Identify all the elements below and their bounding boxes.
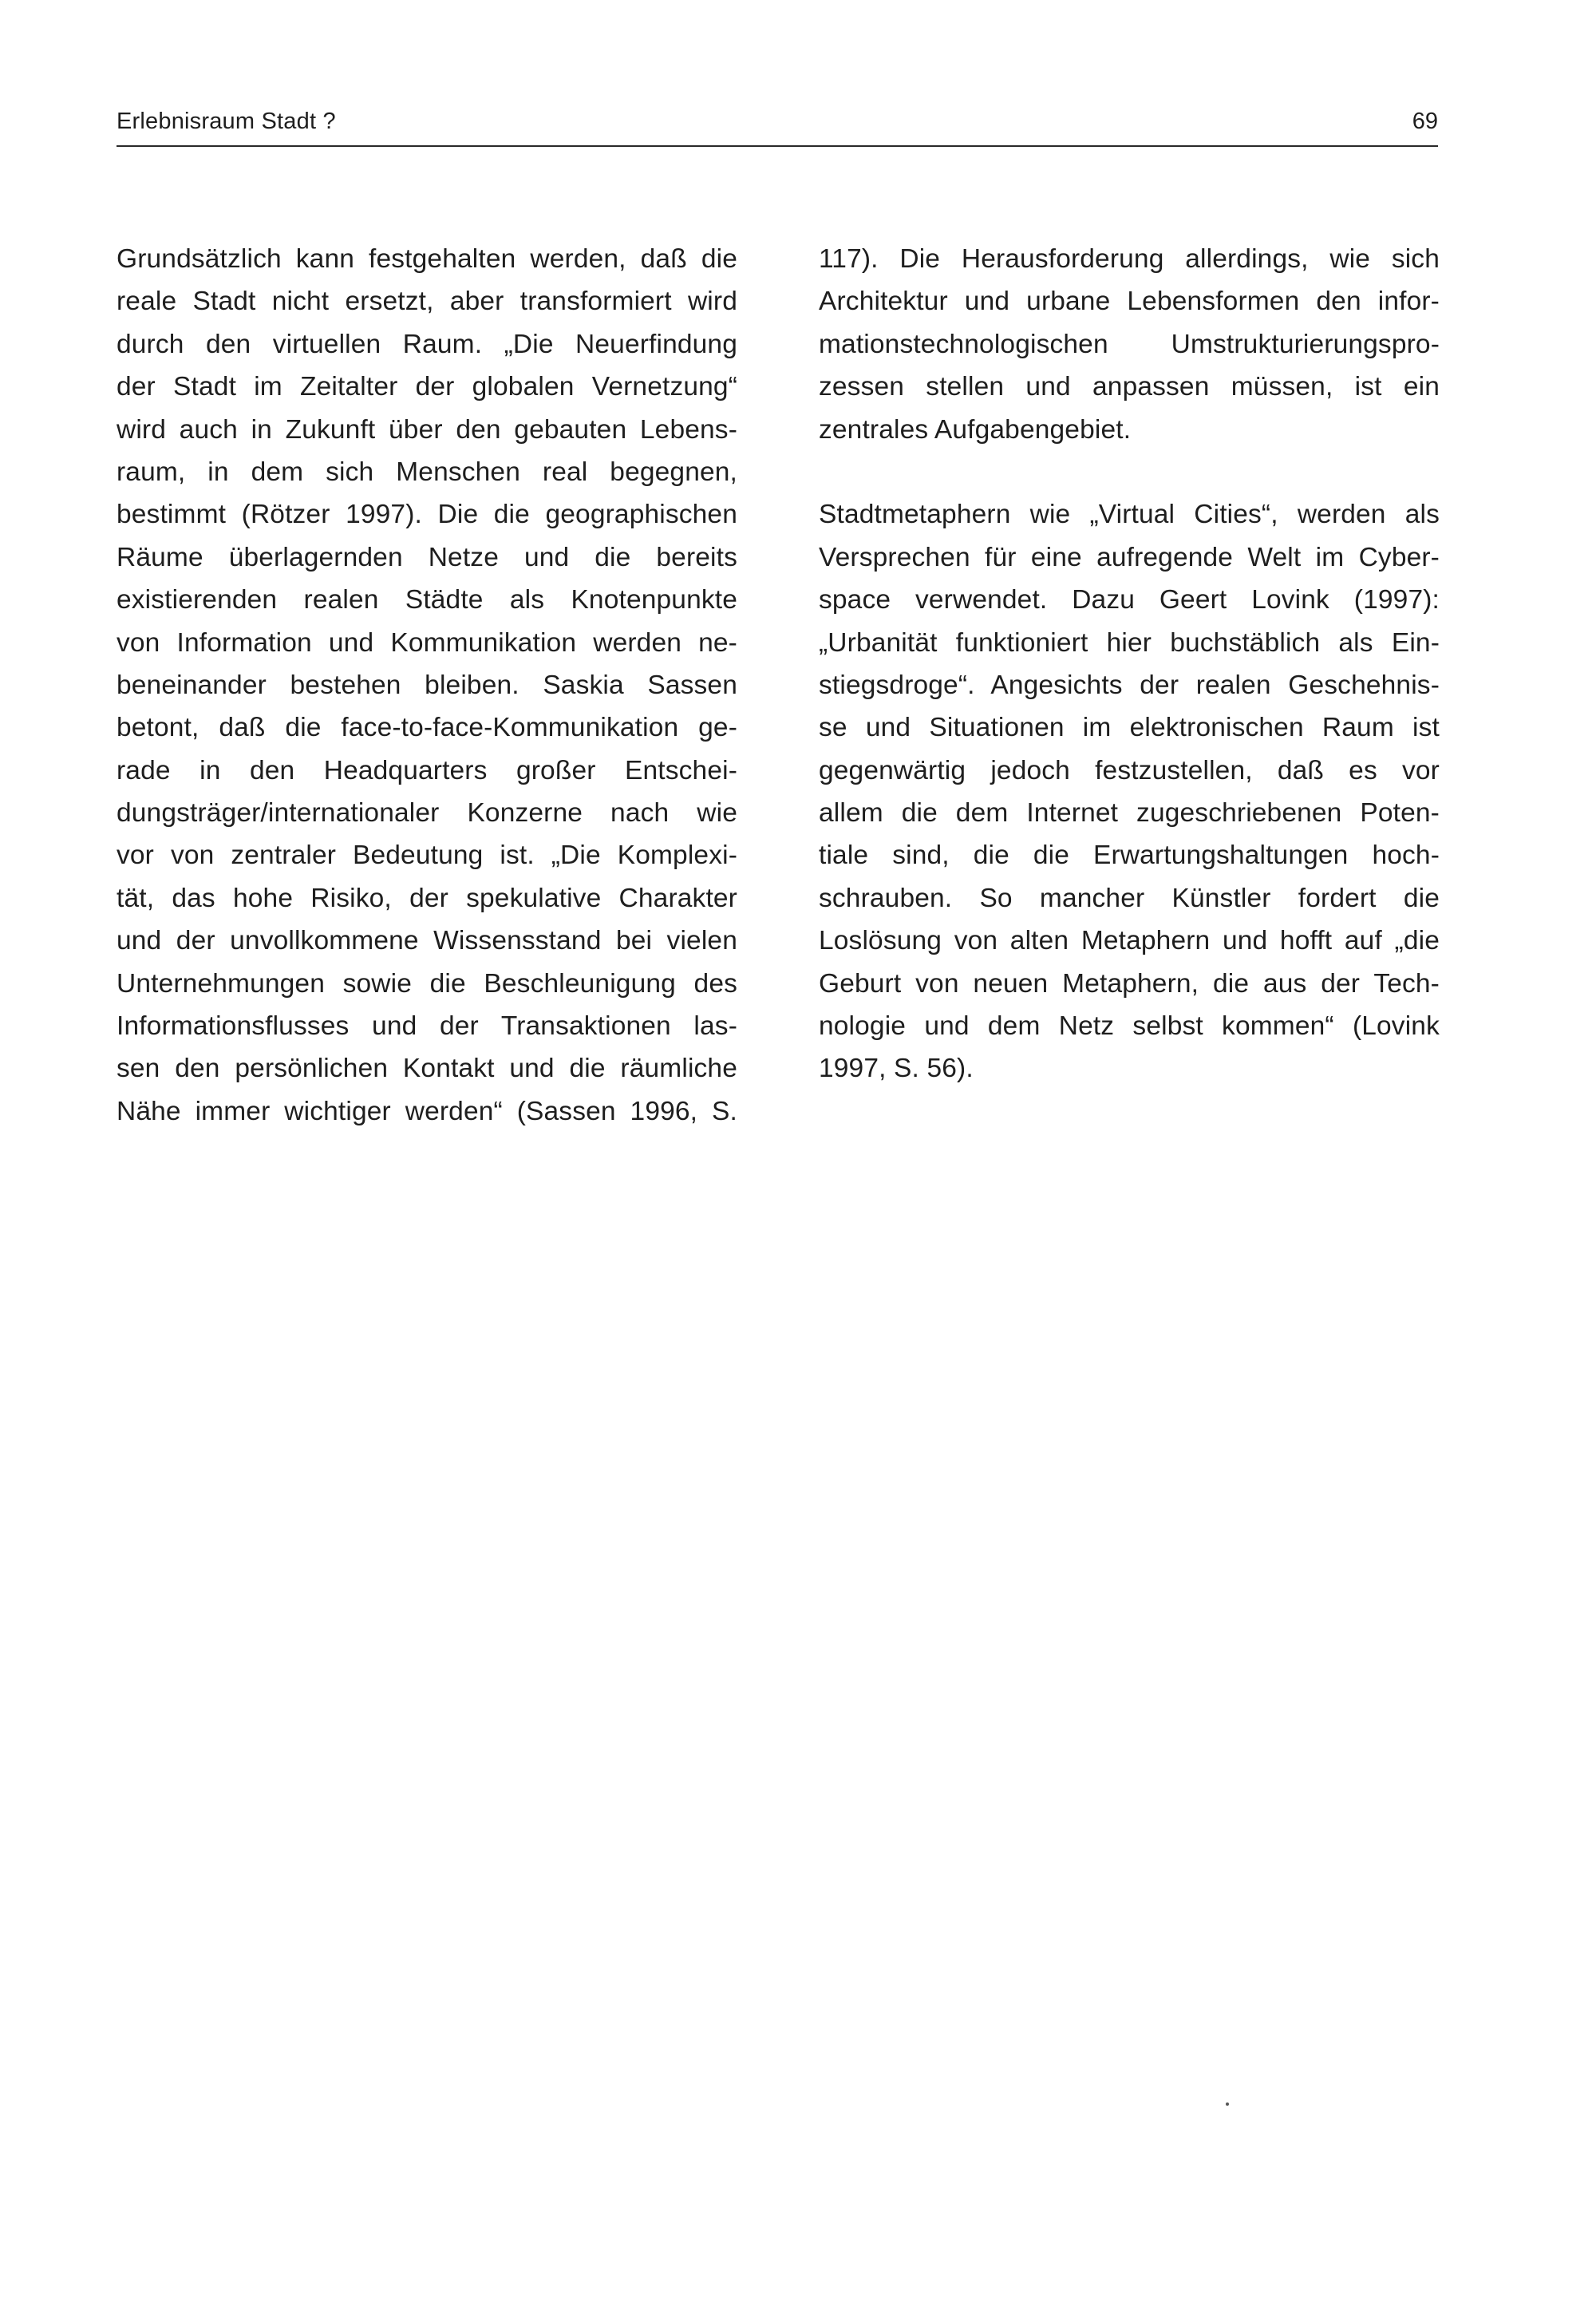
scan-speck <box>1226 2102 1229 2106</box>
text-line: Unternehmungen sowie die Beschleunigung des <box>117 968 737 999</box>
text-line: Loslösung von alten Metaphern und hofft auf „die <box>819 926 1440 956</box>
text-line: bestimmt (Rötzer 1997). Die die geographischen <box>117 500 737 530</box>
text-line: allem die dem Internet zugeschriebenen Poten- <box>819 798 1440 829</box>
paragraph-gap <box>819 451 1440 493</box>
text-line: zessen stellen und anpassen müssen, ist ein <box>819 372 1440 402</box>
page-number: 69 <box>1412 109 1438 134</box>
text-line: von Information und Kommunikation werden ne- <box>117 627 737 658</box>
text-line: mationstechnologischen Umstrukturierungspro- <box>819 329 1440 359</box>
text-line: dungsträger/internationaler Konzerne nach wie <box>117 798 737 829</box>
text-line: sen den persönlichen Kontakt und die räumliche <box>117 1054 737 1084</box>
text-line: reale Stadt nicht ersetzt, aber transformiert wird <box>117 287 737 317</box>
text-line: 1997, S. 56). <box>819 1054 974 1084</box>
text-line: Informationsflusses und der Transaktionen las- <box>117 1011 737 1042</box>
running-header <box>117 105 1438 147</box>
text-line: Räume überlagernden Netze und die bereits <box>117 542 737 572</box>
text-line: tiale sind, die die Erwartungshaltungen hoch- <box>819 841 1440 871</box>
text-line: se und Situationen im elektronischen Raum ist <box>819 713 1440 743</box>
text-line: Nähe immer wichtiger werden“ (Sassen 1996, S. <box>117 1096 737 1126</box>
text-line: rade in den Headquarters großer Entschei- <box>117 755 737 785</box>
text-line: Geburt von neuen Metaphern, die aus der Tech- <box>819 968 1440 999</box>
text-line: beneinander bestehen bleiben. Saskia Sassen <box>117 670 737 700</box>
text-line: „Urbanität funktioniert hier buchstäblich als Ein- <box>819 627 1440 658</box>
text-line: vor von zentraler Bedeutung ist. „Die Komplexi- <box>117 841 737 871</box>
text-line: space verwendet. Dazu Geert Lovink (1997): <box>819 585 1440 615</box>
text-line: stiegsdroge“. Angesichts der realen Geschehnis- <box>819 670 1440 700</box>
left-column <box>117 238 737 1133</box>
text-line: existierenden realen Städte als Knotenpunkte <box>117 585 737 615</box>
text-line: raum, in dem sich Menschen real begegnen, <box>117 457 737 487</box>
text-line: Grundsätzlich kann festgehalten werden, daß die <box>117 244 737 274</box>
text-line: Versprechen für eine aufregende Welt im Cyber- <box>819 542 1440 572</box>
text-line: nologie und dem Netz selbst kommen“ (Lovink <box>819 1011 1440 1042</box>
text-line: Stadtmetaphern wie „Virtual Cities“, werden als <box>819 500 1440 530</box>
text-line: durch den virtuellen Raum. „Die Neuerfindung <box>117 329 737 359</box>
text-line: schrauben. So mancher Künstler fordert die <box>819 883 1440 913</box>
text-line: betont, daß die face-to-face-Kommunikation ge- <box>117 713 737 743</box>
text-line: tät, das hohe Risiko, der spekulative Charakter <box>117 883 737 913</box>
text-line: der Stadt im Zeitalter der globalen Vernetzung“ <box>117 372 737 402</box>
text-line: und der unvollkommene Wissensstand bei vielen <box>117 926 737 956</box>
text-line: gegenwärtig jedoch festzustellen, daß es vor <box>819 755 1440 785</box>
text-line: Architektur und urbane Lebensformen den infor- <box>819 287 1440 317</box>
text-line: zentrales Aufgabengebiet. <box>819 414 1132 445</box>
text-line: 117). Die Herausforderung allerdings, wie sich <box>819 244 1440 274</box>
right-column <box>819 238 1440 1090</box>
text-line: wird auch in Zukunft über den gebauten Lebens- <box>117 414 737 445</box>
header-title: Erlebnisraum Stadt ? <box>117 109 336 134</box>
